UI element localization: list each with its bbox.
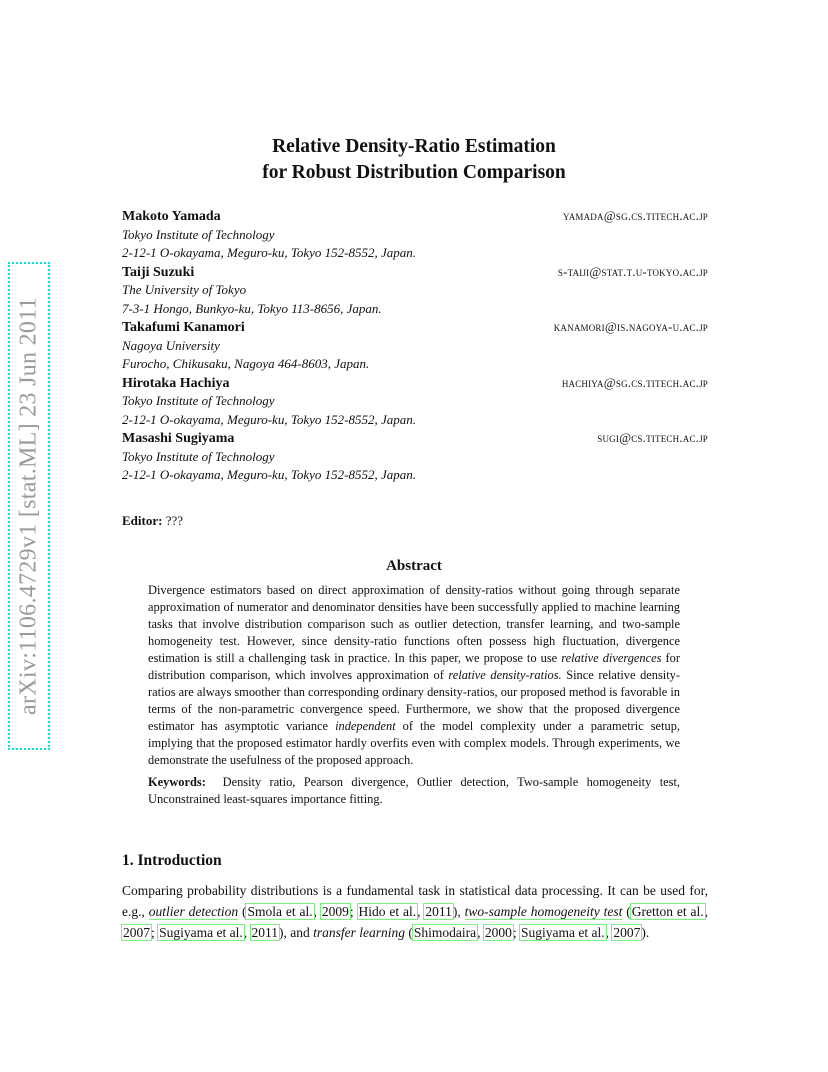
editor-value: ??? (165, 513, 184, 528)
author-affiliation: Tokyo Institute of Technology (122, 226, 275, 242)
citation-year-link[interactable]: 2011 (251, 925, 278, 940)
abstract-emphasis: relative density-ratios. (448, 668, 562, 682)
keywords-text: Density ratio, Pearson divergence, Outlier detection, Two-sample homogeneity test, Unconstrained least-squares importance fitting. (148, 775, 681, 806)
intro-text: ). (641, 925, 650, 940)
author-email[interactable]: hachiya@sg.cs.titech.ac.jp (561, 374, 708, 390)
intro-paragraph: Comparing probability distributions is a fundamental task in statistical data processing. It can be used for, e.g., outlier detection (Smola et al., 2009; Hido et al., 2011), two-sample homogeneity test (Gretton et al., 2007; Sugiyama et al., 2011), and transfer learning (Shimodaira, 2000; Sugiyama et al., 2007). (122, 883, 708, 940)
author-entry (122, 318, 708, 374)
citation-link[interactable]: Smola et al. (247, 904, 313, 919)
abstract-text: for distribution comparison, which involves approximation of (148, 651, 680, 682)
author-affiliation: Tokyo Institute of Technology (122, 448, 275, 464)
author-name: Hirotaka Hachiya (122, 375, 230, 391)
intro-text: ), and (279, 925, 314, 940)
author-email[interactable]: s-taiji@stat.t.u-tokyo.ac.jp (557, 263, 708, 279)
author-entry (122, 263, 708, 319)
author-name: Makoto Yamada (122, 209, 221, 224)
title-line-1: Relative Density-Ratio Estimation (272, 136, 556, 157)
author-block (122, 207, 708, 485)
link-outlier-detection[interactable]: outlier detection (148, 904, 239, 919)
abstract-body (148, 582, 680, 808)
editor-line (122, 513, 183, 529)
author-address: 2-12-1 O-okayama, Meguro-ku, Tokyo 152-8552, Japan. (122, 245, 417, 260)
author-affiliation: Nagoya University (122, 337, 220, 353)
abstract-text: Since relative density-ratios are always smoother than corresponding ordinary density-ratios, our proposed method is favorable in terms of the non-parametric convergence speed. Furthermore, we show that the proposed divergence estimator has asymptotic variance (148, 668, 680, 733)
citation-link[interactable]: Hido et al. (358, 904, 417, 919)
author-email[interactable]: kanamori@is.nagoya-u.ac.jp (553, 319, 708, 334)
editor-label: Editor: (122, 513, 163, 528)
author-address: 2-12-1 O-okayama, Meguro-ku, Tokyo 152-8552, Japan. (122, 467, 417, 482)
keywords-line (148, 774, 680, 808)
citation-year-link[interactable]: 2011 (425, 904, 452, 919)
author-entry (122, 374, 708, 430)
author-address: 7-3-1 Hongo, Bunkyo-ku, Tokyo 113-8656, Japan. (122, 300, 382, 316)
citation-link[interactable]: Gretton et al. (631, 904, 704, 919)
link-two-sample-test[interactable]: two-sample homogeneity test (464, 904, 623, 919)
citation-link[interactable]: Shimodaira (413, 925, 477, 940)
keywords-label: Keywords: (148, 775, 206, 789)
introduction-body (122, 880, 708, 943)
author-email[interactable]: sugi@cs.titech.ac.jp (597, 430, 708, 445)
author-affiliation: Tokyo Institute of Technology (122, 393, 275, 408)
author-affiliation: The University of Tokyo (122, 282, 247, 297)
arxiv-id-label: arXiv:1106.4729v1 [stat.ML] 23 Jun 2011 (15, 297, 42, 715)
abstract-heading: Abstract (386, 558, 442, 574)
author-email[interactable]: yamada@sg.cs.titech.ac.jp (563, 208, 708, 223)
abstract-emphasis: independent (335, 719, 396, 733)
arxiv-sidebar-stamp[interactable] (8, 262, 50, 750)
intro-text: Comparing probability distributions is a fundamental task in statistical data processing. It can be used for, e.g., (122, 883, 708, 919)
author-address: 2-12-1 O-okayama, Meguro-ku, Tokyo 152-8552, Japan. (122, 411, 417, 427)
abstract-paragraph (148, 582, 680, 769)
abstract-text: Divergence estimators based on direct approximation of density-ratios without going through separate approximation of numerator and denominator densities have been successfully applied to machine learning tasks that involve distribution comparison such as outlier detection, transfer learning, and two-sample homogeneity test. However, since density-ratio functions often possess high fluctuation, divergence estimation is still a challenging task in practice. In this paper, we propose to use (148, 583, 680, 665)
author-entry (122, 207, 708, 263)
abstract-text: of the model complexity under a parametric setup, implying that the proposed estimator hardly overfits even with complex models. Through experiments, we demonstrate the usefulness of the proposed approach. (148, 719, 680, 767)
title-line-2: for Robust Distribution Comparison (262, 162, 566, 183)
author-name: Taiji Suzuki (122, 264, 195, 280)
citation-year-link[interactable]: 2000 (484, 925, 512, 940)
paper-title (120, 134, 708, 186)
author-name: Takafumi Kanamori (122, 320, 245, 335)
citation-link[interactable]: Sugiyama et al. (521, 925, 605, 940)
citation-year-link[interactable]: 2007 (613, 925, 641, 940)
section-heading-introduction: 1. Introduction (122, 852, 222, 869)
author-entry (122, 429, 708, 485)
citation-year-link[interactable]: 2009 (321, 904, 349, 919)
intro-emphasis: transfer learning (313, 925, 406, 940)
author-name: Masashi Sugiyama (122, 431, 235, 446)
author-address: Furocho, Chikusaku, Nagoya 464-8603, Japan. (122, 356, 370, 371)
citation-year-link[interactable]: 2007 (123, 925, 150, 940)
citation-link[interactable]: Sugiyama et al. (159, 925, 243, 940)
abstract-emphasis: relative divergences (561, 651, 662, 665)
